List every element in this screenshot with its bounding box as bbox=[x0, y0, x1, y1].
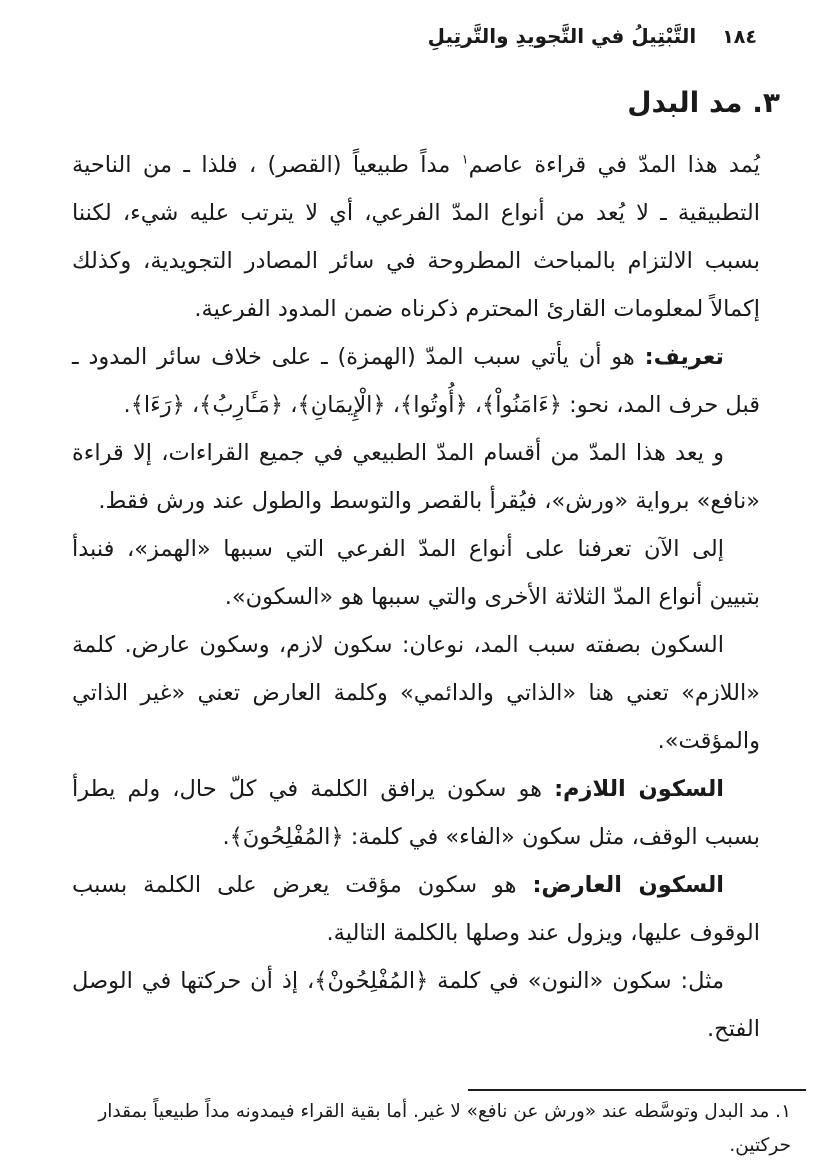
paragraph-7 bbox=[72, 861, 760, 957]
page-number: ١٨٤ bbox=[722, 26, 757, 48]
paragraph-5 bbox=[72, 621, 760, 765]
paragraph-8 bbox=[72, 957, 760, 1053]
definition-label: تعريف: bbox=[644, 344, 724, 370]
paragraph-text: مداً طبيعياً (القصر) ، فلذا ـ من الناحية التطبيقية ـ لا يُعد من أنواع المدّ الفرعي، أي لا يترتب عليه شيء، لكننا بسبب الالتزام بالمباحث المطروحة في سائر المصادر التجويدية، وكذلك إكمالاً لمعلومات القارئ المحترم ذكرناه ضمن المدود الفرعية. bbox=[72, 152, 760, 322]
footnote-separator bbox=[468, 1089, 806, 1091]
paragraph-text: السكون بصفته سبب المد، نوعان: سكون لازم، وسكون عارض. كلمة «اللازم» تعني هنا «الذاتي والدائمي» وكلمة العارض تعني «غير الذاتي والمؤقت». bbox=[72, 632, 760, 754]
body-text bbox=[72, 141, 760, 1053]
paragraph-text: هو سكون يرافق الكلمة في كلّ حال، ولم يطرأ بسبب الوقف، مثل سكون «الفاء» في كلمة: ﴿المُفْلِحُونَ﴾. bbox=[72, 776, 760, 850]
paragraph-text: إلى الآن تعرفنا على أنواع المدّ الفرعي التي سببها «الهمز»، فنبدأ بتبيين أنواع المدّ الثلاثة الأخرى والتي سببها هو «السكون». bbox=[72, 536, 760, 610]
book-title: التَّبْتِيلُ في التَّجويدِ والتَّرتِيلِ bbox=[427, 24, 697, 48]
page-header bbox=[428, 24, 757, 48]
paragraph-text: يُمد هذا المدّ في قراءة عاصم bbox=[468, 152, 760, 178]
paragraph-text: هو سكون مؤقت يعرض على الكلمة بسبب الوقوف عليها، ويزول عند وصلها بالكلمة التالية. bbox=[72, 872, 760, 946]
paragraph-6 bbox=[72, 765, 760, 861]
section-heading: ٣. مد البدل bbox=[627, 86, 780, 119]
paragraph-2 bbox=[72, 333, 760, 429]
lazim-sukoon-label: السكون اللازم: bbox=[554, 776, 724, 802]
paragraph-text: و يعد هذا المدّ من أقسام المدّ الطبيعي في جميع القراءات، إلا قراءة «نافع» برواية «ورش»، فيُقرأ بالقصر والتوسط والطول عند ورش فقط. bbox=[72, 440, 760, 514]
footnote-ref: ١ bbox=[461, 152, 469, 168]
paragraph-3 bbox=[72, 429, 760, 525]
footnote bbox=[40, 1095, 791, 1163]
paragraph-text: هو أن يأتي سبب المدّ (الهمزة) ـ على خلاف سائر المدود ـ قبل حرف المد، نحو: ﴿ءَامَنُواْ﴾، ﴿أُوتُوا﴾، ﴿الْإِيمَانِ﴾، ﴿مَـَٔارِبُ﴾، ﴿رَءَا﴾. bbox=[72, 344, 760, 418]
arid-sukoon-label: السكون العارض: bbox=[532, 872, 725, 898]
paragraph-4 bbox=[72, 525, 760, 621]
footnote-text: ١. مد البدل وتوسَّطه عند «ورش عن نافع» لا غير. أما بقية القراء فيمدونه مداً طبيعياً بمقدار حركتين. bbox=[98, 1101, 791, 1156]
paragraph-1 bbox=[72, 141, 760, 333]
paragraph-text: مثل: سكون «النون» في كلمة ﴿المُفْلِحُونْ﴾، إذ أن حركتها في الوصل الفتح. bbox=[72, 968, 760, 1042]
